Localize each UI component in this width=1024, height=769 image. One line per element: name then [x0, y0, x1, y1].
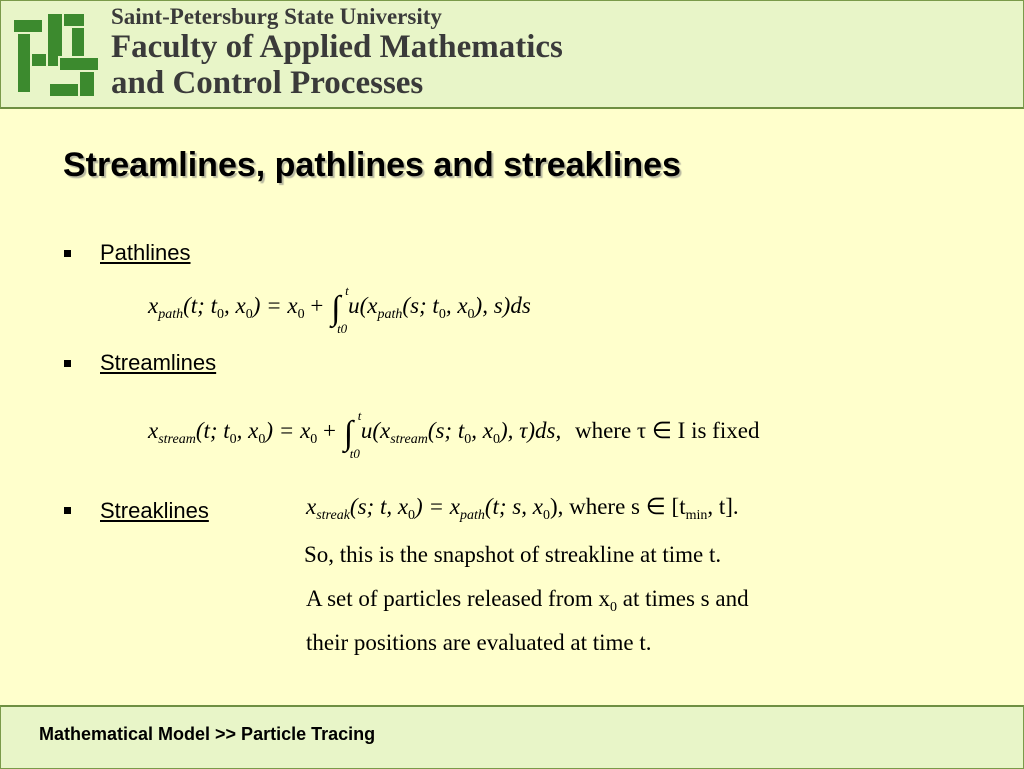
eq-args: ) = x: [265, 418, 311, 443]
explanation-line-2: [306, 586, 749, 616]
faculty-name-line2: and Control Processes: [111, 65, 424, 101]
integral-upper-limit: t: [357, 408, 362, 423]
eq-subscript: 0: [542, 508, 550, 523]
eq-tail: ), s)ds: [474, 293, 531, 318]
eq-symbol: x: [306, 494, 317, 519]
eq-subscript: 0: [467, 307, 475, 322]
bullet-marker: [64, 250, 71, 257]
eq-subscript: path: [459, 508, 485, 523]
bullet-streaklines-label: Streaklines: [100, 498, 209, 523]
slide-footer: [0, 705, 1024, 769]
explanation-line-2-start: A set of particles released from x: [306, 586, 610, 611]
eq-subscript: 0: [245, 307, 253, 322]
eq-integrand: u(x: [360, 418, 391, 443]
eq-subscript: min: [685, 508, 708, 523]
eq-args: ) = x: [415, 494, 460, 519]
eq-symbol: x: [148, 293, 159, 318]
integral-sign: ∫ t t0: [331, 299, 340, 319]
eq-plus: +: [304, 293, 324, 318]
eq-args: (t; t: [183, 293, 217, 318]
eq-subscript: 0: [258, 432, 266, 447]
eq-subscript: stream: [390, 432, 428, 447]
slide-title: Streamlines, pathlines and streaklines: [63, 146, 681, 184]
eq-symbol: x: [148, 418, 159, 443]
eq-args: (s; t: [427, 418, 465, 443]
eq-subscript: path: [158, 307, 184, 322]
eq-integrand: u(x: [348, 293, 378, 318]
bullet-pathlines-label: Pathlines: [100, 240, 191, 265]
explanation-line-3: their positions are evaluated at time t.: [306, 630, 652, 655]
eq-tail: ), τ)ds,: [499, 418, 562, 443]
eq-tail: , t].: [707, 494, 739, 519]
faculty-logo-icon: [9, 9, 103, 101]
eq-plus: +: [317, 418, 337, 443]
faculty-name-line1: Faculty of Applied Mathematics: [111, 29, 563, 65]
eq-args: (t; t: [195, 418, 230, 443]
eq-where-clause: where τ ∈ I is fixed: [574, 418, 760, 443]
eq-args: (s; t: [402, 293, 439, 318]
eq-args: (t; s, x: [484, 494, 543, 519]
eq-subscript: 0: [438, 307, 446, 322]
eq-where-clause: ), where s ∈ [t: [549, 494, 686, 519]
bullet-marker: [64, 360, 71, 367]
eq-args: , x: [471, 418, 493, 443]
eq-args: (s; t, x: [349, 494, 409, 519]
explanation-line-1: So, this is the snapshot of streakline at time t.: [304, 542, 722, 567]
eq-subscript: 0: [216, 307, 224, 322]
eq-subscript: stream: [158, 432, 196, 447]
eq-args: , x: [236, 418, 259, 443]
eq-subscript: 0: [610, 600, 617, 615]
eq-args: ) = x: [252, 293, 298, 318]
eq-args: , x: [223, 293, 246, 318]
integral-sign: ∫ t t0: [344, 424, 353, 444]
eq-subscript: 0: [310, 432, 318, 447]
streakline-equation: [306, 494, 739, 524]
integral-upper-limit: t: [345, 283, 349, 298]
eq-subscript: path: [377, 307, 403, 322]
integral-lower-limit: t0: [337, 321, 348, 336]
eq-args: , x: [445, 293, 468, 318]
eq-subscript: 0: [229, 432, 237, 447]
eq-subscript: 0: [492, 432, 500, 447]
streamline-equation: [148, 408, 760, 461]
integral-lower-limit: t0: [349, 446, 360, 461]
eq-subscript: streak: [316, 508, 350, 523]
eq-subscript: 0: [464, 432, 472, 447]
eq-subscript: 0: [297, 307, 305, 322]
bullet-streamlines-label: Streamlines: [100, 350, 217, 375]
slide-header: [0, 0, 1024, 109]
bullet-marker: [64, 507, 71, 514]
eq-subscript: 0: [408, 508, 416, 523]
pathline-equation: [148, 283, 531, 336]
footer-breadcrumb: Mathematical Model >> Particle Tracing: [39, 724, 376, 744]
university-name: Saint-Petersburg State University: [111, 4, 442, 29]
explanation-line-2-end: at times s and: [617, 586, 749, 611]
